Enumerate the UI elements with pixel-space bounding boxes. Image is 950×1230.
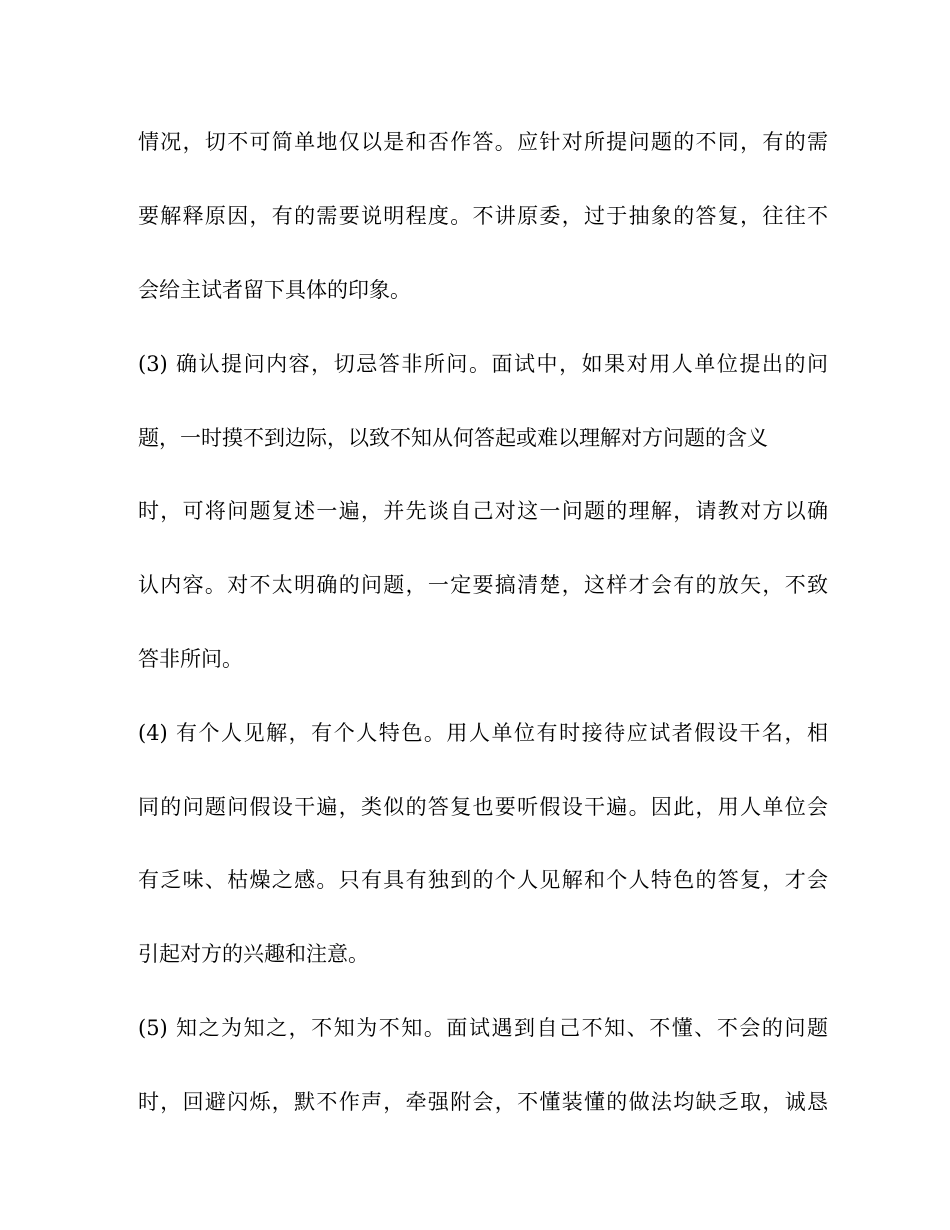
text-line: 认内容。对不太明确的问题，一定要搞清楚，这样才会有的放矢，不致 (138, 573, 828, 597)
text-line: 时，可将问题复述一遍，并先谈自己对这一问题的理解，请教对方以确 (138, 499, 828, 523)
text-line: 答非所问。 (138, 647, 243, 671)
text-line: 时，回避闪烁，默不作声，牵强附会，不懂装懂的做法均缺乏取，诚恳 (138, 1090, 828, 1114)
text-line: (5) 知之为知之，不知为不知。面试遇到自己不知、不懂、不会的问题 (138, 1016, 828, 1040)
text-line: (4) 有个人见解，有个人特色。用人单位有时接待应试者假设干名，相 (138, 721, 828, 745)
text-line: 会给主试者留下具体的印象。 (138, 278, 411, 302)
text-line: 有乏味、枯燥之感。只有具有独到的个人见解和个人特色的答复，才会 (138, 868, 828, 892)
text-line: 题，一时摸不到边际，以致不知从何答起或难以理解对方问题的含义 (138, 426, 768, 450)
text-line: 情况，切不可简单地仅以是和否作答。应针对所提问题的不同，有的需 (138, 130, 828, 154)
text-line: 要解释原因，有的需要说明程度。不讲原委，过于抽象的答复，往往不 (138, 204, 828, 228)
text-line: (3) 确认提问内容，切忌答非所问。面试中，如果对用人单位提出的问 (138, 352, 828, 376)
text-line: 引起对方的兴趣和注意。 (138, 942, 369, 966)
text-line: 同的问题问假设干遍，类似的答复也要听假设干遍。因此，用人单位会 (138, 795, 828, 819)
